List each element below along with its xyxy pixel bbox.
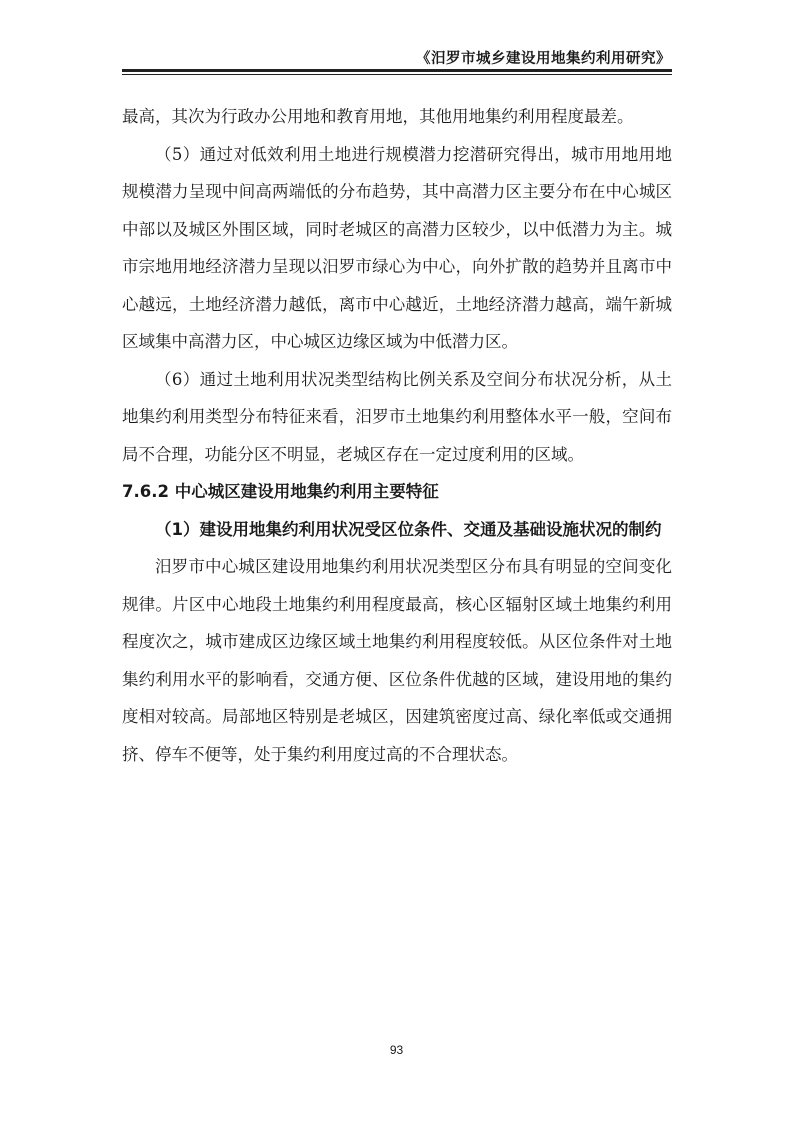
page-body	[122, 98, 672, 773]
paragraph-item-6: （6）通过土地利用状况类型结构比例关系及空间分布状况分析，从土地集约利用类型分布特征来看，汨罗市土地集约利用整体水平一般，空间布局不合理，功能分区不明显，老城区存在一定过度利用的区域。	[122, 369, 672, 464]
subsection-heading: （1）建设用地集约利用状况受区位条件、交通及基础设施状况的制约	[155, 519, 662, 539]
paragraph-continued: 最高，其次为行政办公用地和教育用地，其他用地集约利用程度最差。	[122, 107, 634, 126]
paragraph-item-5: （5）通过对低效利用土地进行规模潜力挖潜研究得出，城市用地用地规模潜力呈现中间高两端低的分布趋势，其中高潜力区主要分布在中心城区中部以及城区外围区域，同时老城区的高潜力区较少，以中低潜力为主。城市宗地用地经济潜力呈现以汨罗市绿心为中心，向外扩散的趋势并且离市中心越远，土地经济潜力越低，离市中心越近，土地经济潜力越高，端午新城区域集中高潜力区，中心城区边缘区域为中低潜力区。	[122, 144, 672, 351]
running-header-title: 《汨罗市城乡建设用地集约利用研究》	[416, 51, 671, 67]
paragraph-body: 汨罗市中心城区建设用地集约利用状况类型区分布具有明显的空间变化规律。片区中心地段土地集约利用程度最高，核心区辐射区域土地集约利用程度次之，城市建成区边缘区域土地集约利用程度较低。从区位条件对土地集约利用水平的影响看，交通方便、区位条件优越的区域，建设用地的集约度相对较高。局部地区特别是老城区，因建筑密度过高、绿化率低或交通拥挤、停车不便等，处于集约利用度过高的不合理状态。	[122, 557, 672, 764]
header-rule-thin	[122, 74, 672, 75]
header-rule-thick	[122, 69, 672, 72]
page-number: 93	[389, 1043, 404, 1057]
section-heading: 7.6.2 中心城区建设用地集约利用主要特征	[122, 482, 439, 501]
